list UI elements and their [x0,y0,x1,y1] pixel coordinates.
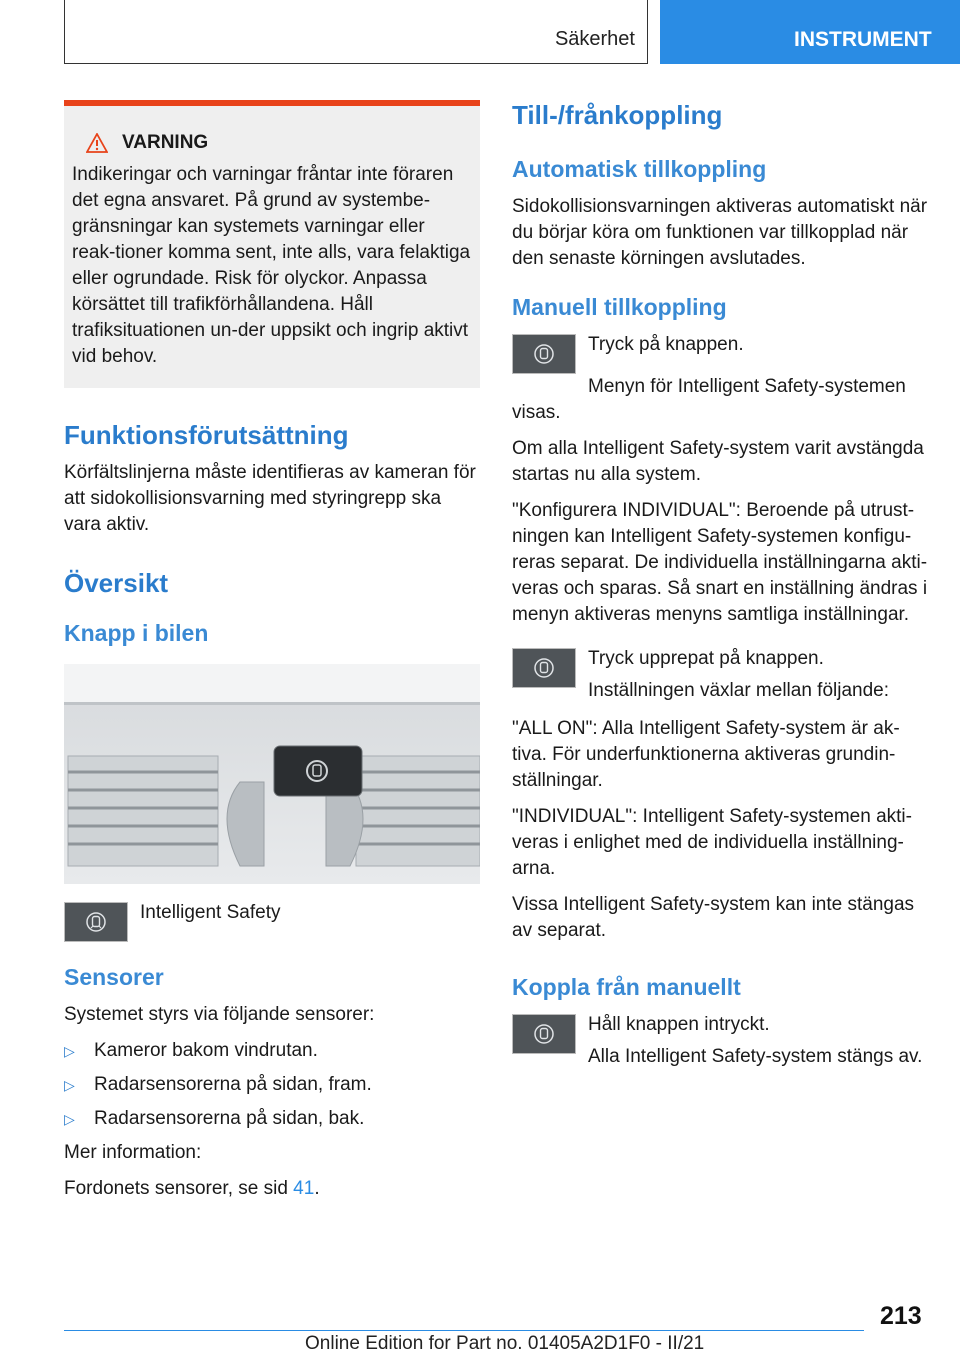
heading-till-frankoppling: Till-/frånkoppling [512,100,723,130]
car-interior-photo [64,664,480,884]
toggle-text: Inställningen växlar mellan följande: [588,680,890,701]
triangle-bullet-icon: ▷ [64,1043,75,1059]
heading-automatisk-tillkoppling: Automatisk tillkoppling [512,156,767,182]
heading-manuell-tillkoppling: Manuell tillkoppling [512,294,727,320]
paragraph-funktionsforutsattning: Körfältslinjerna måste identifieras av kameran för att sidokollisionsvarning med styringrepp ska vara aktiv. [64,462,476,535]
warning-text: Indikeringar och varningar fråntar inte föraren det egna ansvaret. På grund av systembe-gränsningar kan systemets varningar eller reak-tioner komma sent, inte alls, vara felaktiga eller ogrundade. Risk för olyckor. Anpassa körsättet till trafikförhållandena. Håll trafiksituationen un-der uppsikt och ingrip aktivt vid behov. [72,164,471,367]
heading-koppla-fran-manuellt: Koppla från manuellt [512,974,741,1000]
intelligent-safety-button-icon [512,1014,576,1054]
sensor-list [64,1038,480,1132]
paragraph-individual: "INDIVIDUAL": Intelligent Safety-systemen akti-veras i enlighet med de individuella inställning-arna. [512,806,912,879]
paragraph-konfigurera: "Konfigurera INDIVIDUAL": Beroende på utrust-ningen kan Intelligent Safety-systemen konfigu-reras separat. De individuella inställningarna akti-veras och sparas. Så snart en inställning ändras i menyn aktiveras menyns samtliga inställningar. [512,500,928,625]
sensor-reference: Fordonets sensorer, se sid 41. [64,1178,320,1199]
heading-knapp-i-bilen: Knapp i bilen [64,620,209,646]
heading-oversikt: Översikt [64,568,169,598]
page-link[interactable]: 41 [293,1178,315,1199]
paragraph-all-on: "ALL ON": Alla Intelligent Safety-system är ak-tiva. För underfunktionerna aktiveras grundin-ställningar. [512,718,900,791]
press-repeat-row [512,646,930,710]
triangle-bullet-icon: ▷ [64,1111,75,1127]
intelligent-safety-button-icon [64,902,128,942]
right-column [512,100,930,1082]
paragraph-all-off: Om alla Intelligent Safety-system varit avstängda startas nu alla system. [512,438,924,485]
paragraph-vissa: Vissa Intelligent Safety-system kan inte stängas av separat. [512,894,915,941]
menu-shown-text: Menyn för Intelligent Safety-systemen visas. [512,376,906,423]
paragraph-automatisk: Sidokollisionsvarningen aktiveras automatiskt när du börjar köra om funktionen var tillkopplad när den senaste körningen avslutades. [512,196,928,269]
hold-button-row [512,1012,930,1076]
list-item: ▷ Radarsensorerna på sidan, fram. [64,1072,480,1098]
heading-sensorer: Sensorer [64,964,164,990]
all-off-text: Alla Intelligent Safety-system stängs av. [588,1046,923,1067]
footer-divider [64,1330,864,1331]
press-instruction: Tryck på knappen. [588,334,744,355]
button-caption: Intelligent Safety [140,902,281,923]
warning-title: VARNING [122,132,209,153]
hold-instruction: Håll knappen intryckt. [588,1014,770,1035]
paragraph-sensorer: Systemet styrs via följande sensorer: [64,1004,375,1025]
intelligent-safety-row [64,900,480,942]
header-section-title: Säkerhet [554,28,635,50]
list-item: ▷ Radarsensorerna på sidan, bak. [64,1106,480,1132]
page-number: 213 [880,1302,922,1330]
footer-edition: Online Edition for Part no. 01405A2D1F0 - II/21 [305,1333,705,1354]
press-button-row [512,332,930,374]
header-tab-instrument[interactable]: INSTRUMENT [660,0,960,64]
press-repeat-instruction: Tryck upprepat på knappen. [588,648,824,669]
left-column [64,100,480,1212]
warning-triangle-icon [86,133,108,153]
heading-funktionsforutsattning: Funktionsförutsättning [64,420,349,450]
more-information: Mer information: [64,1142,202,1163]
intelligent-safety-button-icon [512,334,576,374]
intelligent-safety-button-icon [512,648,576,688]
triangle-bullet-icon: ▷ [64,1077,75,1093]
list-item: ▷ Kameror bakom vindrutan. [64,1038,480,1064]
warning-box [64,100,480,388]
